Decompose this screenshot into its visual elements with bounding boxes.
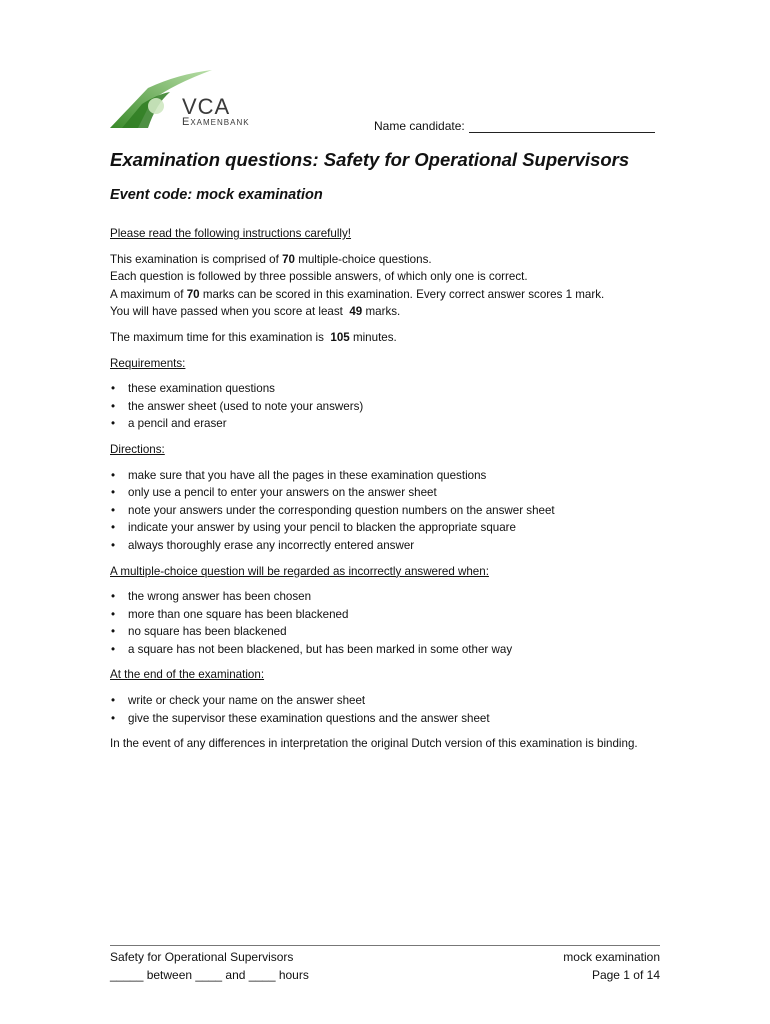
list-item: • write or check your name on the answer sheet [110,692,670,710]
list-item: • only use a pencil to enter your answers on the answer sheet [110,484,670,502]
list-item: • these examination questions [110,380,670,398]
pass-marks: 49 [349,305,363,319]
instruction-line-2: Each question is followed by three possible answers, of which only one is correct. [110,270,528,284]
closing-note: In the event of any differences in interpretation the original Dutch version of this examination is binding. [110,737,638,751]
name-candidate-row [374,119,655,133]
end-list [110,692,670,727]
vca-logo [108,70,278,132]
instruction-line-4: You will have passed when you score at least 49 marks. [110,305,401,319]
list-item: • indicate your answer by using your pencil to blacken the appropriate square [110,519,670,537]
directions-list [110,467,670,555]
time-line: The maximum time for this examination is 105 minutes. [110,330,397,344]
list-item: • always thoroughly erase any incorrectly entered answer [110,537,670,555]
question-count: 70 [282,252,295,266]
name-candidate-field[interactable] [469,120,655,133]
instruction-line-3: A maximum of 70 marks can be scored in this examination. Every correct answer scores 1 mark. [110,287,605,301]
page-number: Page 1 of 14 [591,968,660,982]
list-item: • note your answers under the corresponding question numbers on the answer sheet [110,502,670,520]
requirements-heading: Requirements: [110,356,186,370]
incorrect-heading: A multiple-choice question will be regarded as incorrectly answered when: [110,564,489,578]
list-item: • no square has been blackened [110,623,670,641]
footer-divider [110,945,660,946]
footer-event: mock examination [563,950,660,964]
footer-title: Safety for Operational Supervisors [110,950,294,964]
list-item: • make sure that you have all the pages in these examination questions [110,467,670,485]
list-item: • a square has not been blackened, but has been marked in some other way [110,641,670,659]
requirements-list [110,380,670,433]
directions-heading: Directions: [110,442,165,456]
list-item: • give the supervisor these examination questions and the answer sheet [110,710,670,728]
list-item: • more than one square has been blackened [110,606,670,624]
max-marks: 70 [186,287,200,301]
name-candidate-label: Name candidate: [374,119,465,133]
instructions-body [110,225,670,753]
event-code: Event code: mock examination [110,187,323,203]
list-item: • a pencil and eraser [110,415,670,433]
instruction-line-1: This examination is comprised of 70 multiple-choice questions. [110,252,432,266]
page-title: Examination questions: Safety for Operational Supervisors [110,149,630,170]
list-item: • the answer sheet (used to note your answers) [110,398,670,416]
footer-time-blanks: _____ between ____ and ____ hours [110,968,309,982]
end-heading: At the end of the examination: [110,668,265,682]
max-minutes: 105 [330,330,350,344]
list-item: • the wrong answer has been chosen [110,588,670,606]
incorrect-list [110,588,670,658]
logo-text-examenbank: Examenbank [182,116,250,128]
instructions-heading: Please read the following instructions carefully! [110,227,352,240]
logo-text-vca: VCA [182,94,231,119]
